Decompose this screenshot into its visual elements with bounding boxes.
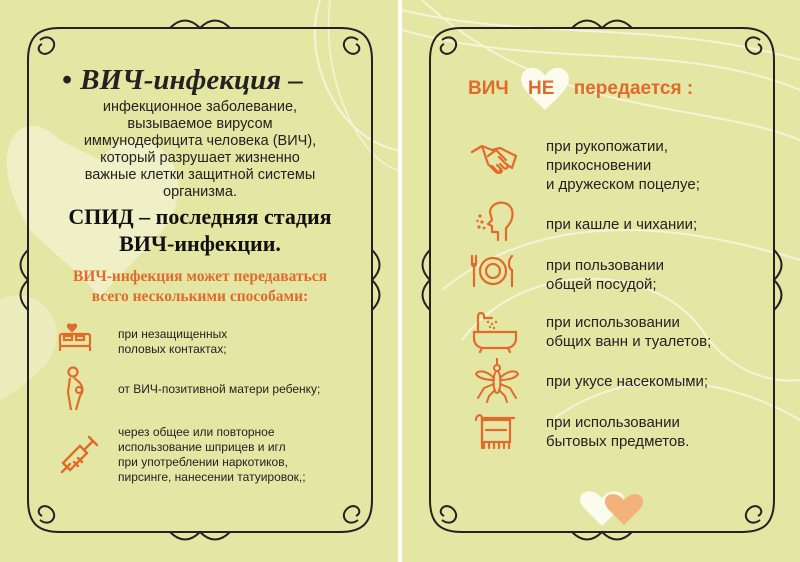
sneeze-icon (476, 198, 516, 242)
bed-icon (58, 322, 92, 352)
tableware-icon (468, 254, 518, 288)
left-page (0, 0, 398, 562)
item-tableware: при пользовании общей посудой; (546, 257, 664, 293)
towel-icon (472, 412, 518, 454)
item-sexual-contact: при незащищенных половых контактах; (118, 327, 228, 356)
not-transmitted-heading: ВИЧ НЕ передается : (468, 78, 693, 100)
transmission-heading: ВИЧ-инфекция может передаваться всего несколькими способами: (72, 268, 328, 305)
title: • ВИЧ-инфекция – (62, 64, 303, 96)
item-handshake: при рукопожатии, прикосновении и дружеском поцелуе; (546, 138, 700, 193)
item-syringes: через общее или повторное использование шприцев и игл при употреблении наркотиков, пирсинге, нанесении татуировок,; (118, 425, 306, 484)
bathtub-icon (472, 310, 518, 354)
item-cough: при кашле и чихании; (546, 216, 698, 233)
item-bathroom: при использовании общих ванн и туалетов; (546, 314, 712, 350)
item-household-items: при использовании бытовых предметов. (546, 414, 690, 450)
right-page (402, 0, 800, 562)
description: инфекционное заболевание, вызываемое вирусом иммунодефицита человека (ВИЧ), который разрушает жизненно важные клетки защитной системы организма. (83, 99, 317, 200)
aids-heading: СПИД – последняя стадия ВИЧ-инфекции. (68, 204, 332, 256)
syringe-icon (58, 432, 102, 476)
mosquito-icon (474, 358, 520, 404)
handshake-icon (470, 136, 520, 182)
item-mother-to-child: от ВИЧ-позитивной матери ребенку; (118, 382, 321, 396)
pregnant-woman-icon (62, 366, 88, 412)
item-insects: при укусе насекомыми; (546, 373, 709, 390)
